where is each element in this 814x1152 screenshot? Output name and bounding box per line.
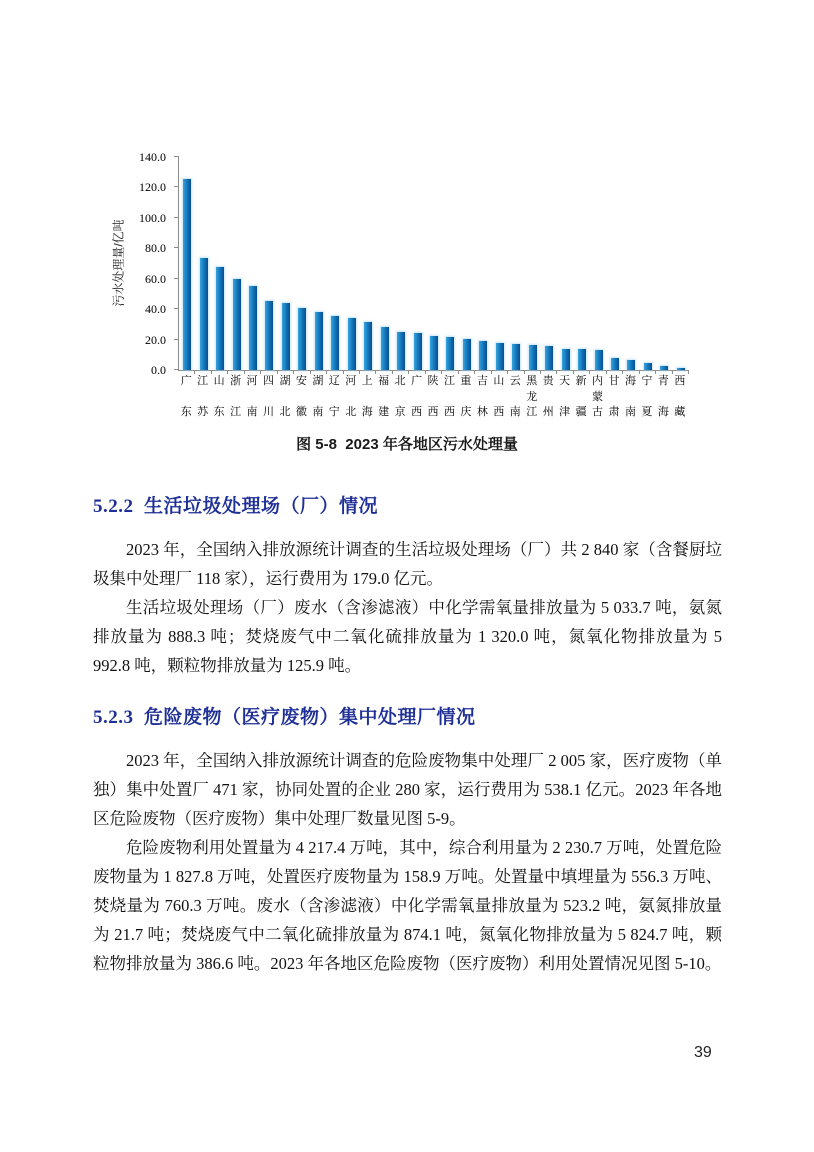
paragraph: 生活垃圾处理场（厂）废水（含渗滤液）中化学需氧量排放量为 5 033.7 吨，氨氮排放量为 888.3 吨；焚烧废气中二氧化硫排放量为 1 320.0 吨，氮氧化物排放量为 5 992.8 吨，颗粒物排放量为 125.9 吨。 (93, 598, 722, 675)
bar-福建 (381, 327, 389, 370)
y-tick-label: 40.0 (145, 302, 166, 317)
x-axis-label: 黑 龙 江 (526, 375, 538, 418)
x-axis-label: 福 建 (378, 375, 390, 418)
y-tick-mark (174, 339, 179, 340)
bar-slot (344, 157, 360, 370)
bar-slot (623, 157, 639, 370)
bar-slot (179, 157, 195, 370)
bar-slot (294, 157, 310, 370)
y-tick-mark (174, 278, 179, 279)
y-tick-mark (174, 186, 179, 187)
bar-海南 (627, 360, 635, 370)
bar-上海 (364, 322, 372, 370)
bar-slot (590, 157, 606, 370)
bar-slot (327, 157, 343, 370)
y-tick-label: 80.0 (145, 241, 166, 256)
y-tick-mark (174, 247, 179, 248)
bar-江西 (446, 337, 454, 370)
x-axis-label: 湖 北 (279, 375, 291, 418)
bar-吉林 (479, 341, 487, 370)
bar-slot (475, 157, 491, 370)
figure-caption: 图 5-8 2023 年各地区污水处理量 (296, 436, 518, 453)
x-axis-label: 河 南 (246, 375, 258, 418)
bar-slot (261, 157, 277, 370)
y-tick-mark (174, 369, 179, 370)
x-axis-label: 贵 州 (542, 375, 554, 418)
bar-slot (525, 157, 541, 370)
bar-slot (442, 157, 458, 370)
bar-slot (228, 157, 244, 370)
bar-辽宁 (331, 316, 339, 370)
bar-甘肃 (611, 358, 619, 370)
page-number: 39 (694, 1044, 712, 1061)
bar-slot (278, 157, 294, 370)
bar-山东 (216, 267, 224, 370)
x-axis-label: 浙 江 (230, 375, 242, 418)
bar-宁夏 (644, 363, 652, 370)
x-axis-label: 江 西 (443, 375, 455, 418)
x-axis-label: 天 津 (559, 375, 571, 418)
x-axis-label: 西 藏 (674, 375, 686, 418)
bar-slot (311, 157, 327, 370)
x-axis-label: 河 北 (345, 375, 357, 418)
bar-青海 (660, 366, 668, 370)
bar-slot (409, 157, 425, 370)
section-heading-5-2-2: 5.2.2 生活垃圾处理场（厂）情况 (93, 496, 379, 517)
y-tick-label: 100.0 (139, 210, 166, 225)
y-tick-mark (174, 156, 179, 157)
bar-江苏 (200, 258, 208, 370)
y-tick-mark (174, 217, 179, 218)
bar-湖南 (315, 312, 323, 370)
y-axis-title: 污水处理量/亿吨 (111, 219, 126, 307)
bar-广西 (414, 333, 422, 370)
paragraph: 2023 年，全国纳入排放源统计调查的危险废物集中处理厂 2 005 家，医疗废物（单独）集中处置厂 471 家，协同处置的企业 280 家，运行费用为 538.1 亿元。2023 年各地区危险废物（医疗废物）集中处理厂数量见图 5-9。 (93, 751, 722, 828)
y-axis-labels (98, 150, 166, 377)
bar-slot (360, 157, 376, 370)
x-axis-label: 云 南 (509, 375, 521, 418)
bar-山西 (496, 343, 504, 370)
bar-湖北 (282, 303, 290, 370)
bar-slot (640, 157, 656, 370)
x-axis-label: 山 西 (493, 375, 505, 418)
x-axis-label: 宁 夏 (641, 375, 653, 418)
y-tick-label: 140.0 (139, 150, 166, 164)
x-axis-label: 上 海 (361, 375, 373, 418)
bar-广东 (183, 179, 191, 370)
x-axis-label: 海 南 (624, 375, 636, 418)
article-body (93, 491, 722, 978)
x-axis-label: 广 东 (180, 375, 192, 418)
bar-slot (459, 157, 475, 370)
bar-内蒙古 (595, 350, 603, 370)
bar-新疆 (578, 349, 586, 370)
y-tick-label: 0.0 (151, 363, 166, 377)
bar-slot (557, 157, 573, 370)
x-axis-label: 内 蒙 古 (592, 375, 604, 418)
x-axis-label: 陕 西 (427, 375, 439, 418)
bar-四川 (265, 301, 273, 370)
x-axis-label: 广 西 (411, 375, 423, 418)
x-axis-label: 江 苏 (197, 375, 209, 418)
bar-陕西 (430, 336, 438, 370)
paragraph: 2023 年，全国纳入排放源统计调查的生活垃圾处理场（厂）共 2 840 家（含餐厨垃圾集中处理厂 118 家），运行费用为 179.0 亿元。 (93, 540, 722, 588)
bar-slot (195, 157, 211, 370)
bar-slot (656, 157, 672, 370)
bar-slot (376, 157, 392, 370)
bar-slot (426, 157, 442, 370)
y-tick-label: 120.0 (139, 180, 166, 195)
x-axis-label: 青 海 (657, 375, 669, 418)
bar-slot (393, 157, 409, 370)
bar-slot (673, 157, 689, 370)
bar-浙江 (233, 279, 241, 370)
x-axis-label: 山 东 (213, 375, 225, 418)
bar-slot (212, 157, 228, 370)
paragraph: 危险废物利用处置量为 4 217.4 万吨，其中，综合利用量为 2 230.7 万吨，处置危险废物量为 1 827.8 万吨，处置医疗废物量为 158.9 万吨。处置量中填埋量为 556.3 万吨、焚烧量为 760.3 万吨。废水（含渗滤液）中化学需氧量排放量为 523.2 吨，氨氮排放量为 21.7 吨；焚烧废气中二氧化硫排放量为 874.1 吨，氮氧化物排放量为 5 824.7 吨，颗粒物排放量为 386.6 吨。2023 年各地区危险废物（医疗废物）利用处置情况见图 5-10。 (93, 838, 722, 973)
bar-西藏 (677, 368, 685, 370)
x-axis-label: 安 徽 (295, 375, 307, 418)
bar-slot (607, 157, 623, 370)
bar-黑龙江 (529, 345, 537, 370)
plot-area (178, 157, 689, 371)
bar-天津 (562, 349, 570, 370)
x-axis-label: 辽 宁 (328, 375, 340, 418)
bar-slot (541, 157, 557, 370)
bar-slot (492, 157, 508, 370)
bar-河北 (348, 318, 356, 370)
x-axis-label: 新 疆 (575, 375, 587, 418)
bar-slot (245, 157, 261, 370)
y-tick-mark (174, 308, 179, 309)
y-tick-label: 60.0 (145, 271, 166, 286)
bar-云南 (512, 344, 520, 370)
x-axis-label: 北 京 (394, 375, 406, 418)
x-axis-label: 重 庆 (460, 375, 472, 418)
bar-北京 (397, 332, 405, 370)
section-heading-5-2-3: 5.2.3 危险废物（医疗废物）集中处理厂情况 (93, 707, 476, 728)
x-axis-label: 甘 肃 (608, 375, 620, 418)
bar-河南 (249, 286, 257, 370)
bars (179, 157, 689, 370)
bar-安徽 (298, 308, 306, 370)
bar-贵州 (545, 346, 553, 370)
bar-slot (508, 157, 524, 370)
bar-slot (574, 157, 590, 370)
x-axis-label: 湖 南 (312, 375, 324, 418)
y-tick-label: 20.0 (145, 332, 166, 347)
x-axis-label: 四 川 (262, 375, 274, 418)
x-axis-label: 吉 林 (476, 375, 488, 418)
sewage-treatment-bar-chart (98, 150, 698, 430)
bar-重庆 (463, 339, 471, 370)
x-axis-labels (178, 376, 688, 418)
